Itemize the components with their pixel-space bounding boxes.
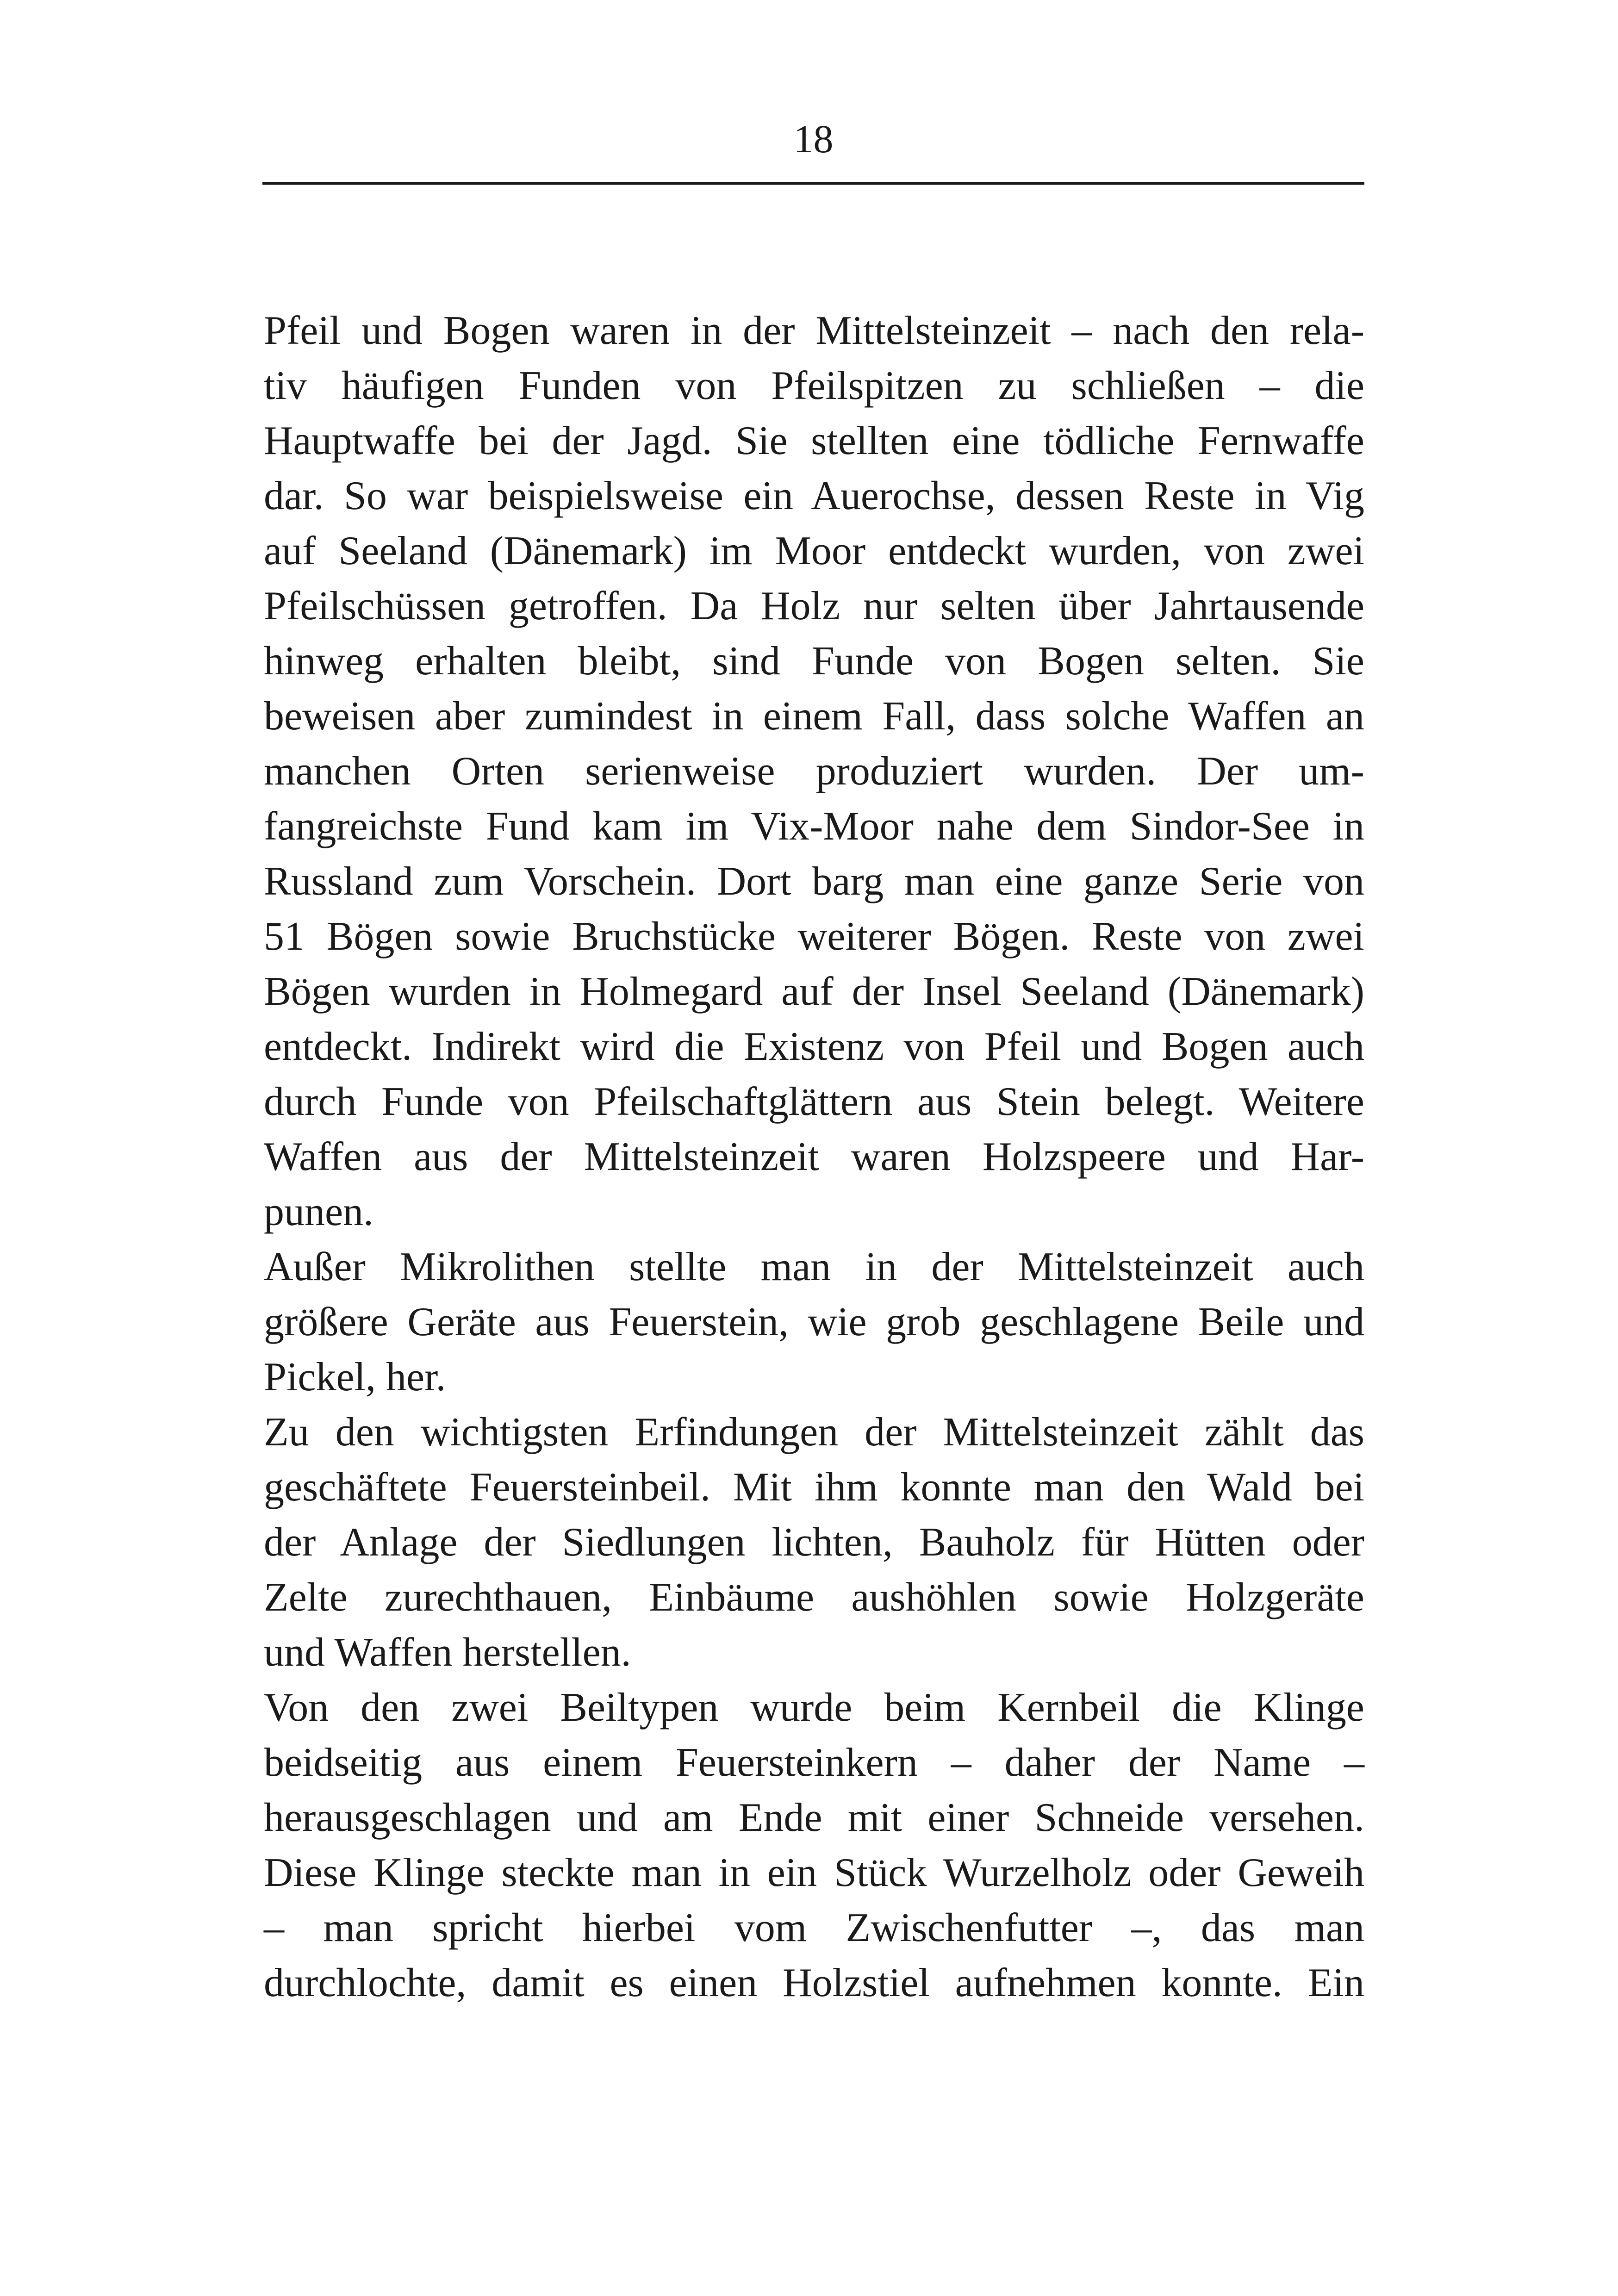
text-line: – man spricht hierbei vom Zwischenfutter –, das man [264,1905,1364,1950]
text-line: hinweg erhalten bleibt, sind Funde von Bogen selten. Sie [264,639,1364,684]
page-header [262,116,1364,162]
paragraph [264,1680,1364,2010]
text-line: größere Geräte aus Feuerstein, wie grob geschlagene Beile und [264,1300,1364,1344]
text-line: beweisen aber zumindest in einem Fall, dass solche Waffen an [264,694,1364,739]
text-line: herausgeschlagen und am Ende mit einer Schneide versehen. [264,1795,1364,1840]
text-line: tiv häufigen Funden von Pfeilspitzen zu schließen – die [264,363,1364,408]
text-line: fangreichste Fund kam im Vix-Moor nahe dem Sindor-See in [264,804,1364,849]
text-line: manchen Orten serienweise produziert wurden. Der um- [264,749,1364,794]
text-line: Pfeilschüssen getroffen. Da Holz nur selten über Jahrtausende [264,584,1364,628]
text-line: Pickel, her. [264,1355,446,1400]
text-line: 51 Bögen sowie Bruchstücke weiterer Bögen. Reste von zwei [264,914,1364,959]
text-line: Hauptwaffe bei der Jagd. Sie stellten eine tödliche Fernwaffe [264,418,1364,463]
paragraph [264,303,1364,1239]
text-line: durchlochte, damit es einen Holzstiel aufnehmen konnte. Ein [264,1960,1364,2005]
text-line: Zelte zurechthauen, Einbäume aushöhlen sowie Holzgeräte [264,1575,1364,1620]
text-line: Russland zum Vorschein. Dort barg man eine ganze Serie von [264,859,1364,904]
text-line: Zu den wichtigsten Erfindungen der Mittelsteinzeit zählt das [264,1410,1364,1455]
page-body [264,303,1364,2010]
text-line: dar. So war beispielsweise ein Auerochse, dessen Reste in Vig [264,473,1364,518]
text-line: entdeckt. Indirekt wird die Existenz von Pfeil und Bogen auch [264,1024,1364,1069]
text-line: Pfeil und Bogen waren in der Mittelsteinzeit – nach den rela- [264,308,1364,353]
text-line: geschäftete Feuersteinbeil. Mit ihm konnte man den Wald bei [264,1465,1364,1510]
page-number: 18 [793,117,834,161]
text-line: auf Seeland (Dänemark) im Moor entdeckt wurden, von zwei [264,529,1364,573]
text-line: und Waffen herstellen. [264,1630,631,1675]
text-line: Außer Mikrolithen stellte man in der Mittelsteinzeit auch [264,1244,1364,1289]
header-rule [262,182,1364,185]
paragraph [264,1405,1364,1680]
text-line: beidseitig aus einem Feuersteinkern – daher der Name – [264,1740,1364,1785]
text-line: Waffen aus der Mittelsteinzeit waren Holzspeere und Har- [264,1134,1364,1179]
text-line: Von den zwei Beiltypen wurde beim Kernbeil die Klinge [264,1685,1364,1730]
text-line: der Anlage der Siedlungen lichten, Bauholz für Hütten oder [264,1520,1364,1565]
paragraph [264,1239,1364,1405]
text-line: durch Funde von Pfeilschaftglättern aus Stein belegt. Weitere [264,1079,1364,1124]
text-line: Bögen wurden in Holmegard auf der Insel Seeland (Dänemark) [264,969,1364,1014]
text-line: punen. [264,1189,374,1234]
text-line: Diese Klinge steckte man in ein Stück Wurzelholz oder Geweih [264,1850,1364,1895]
